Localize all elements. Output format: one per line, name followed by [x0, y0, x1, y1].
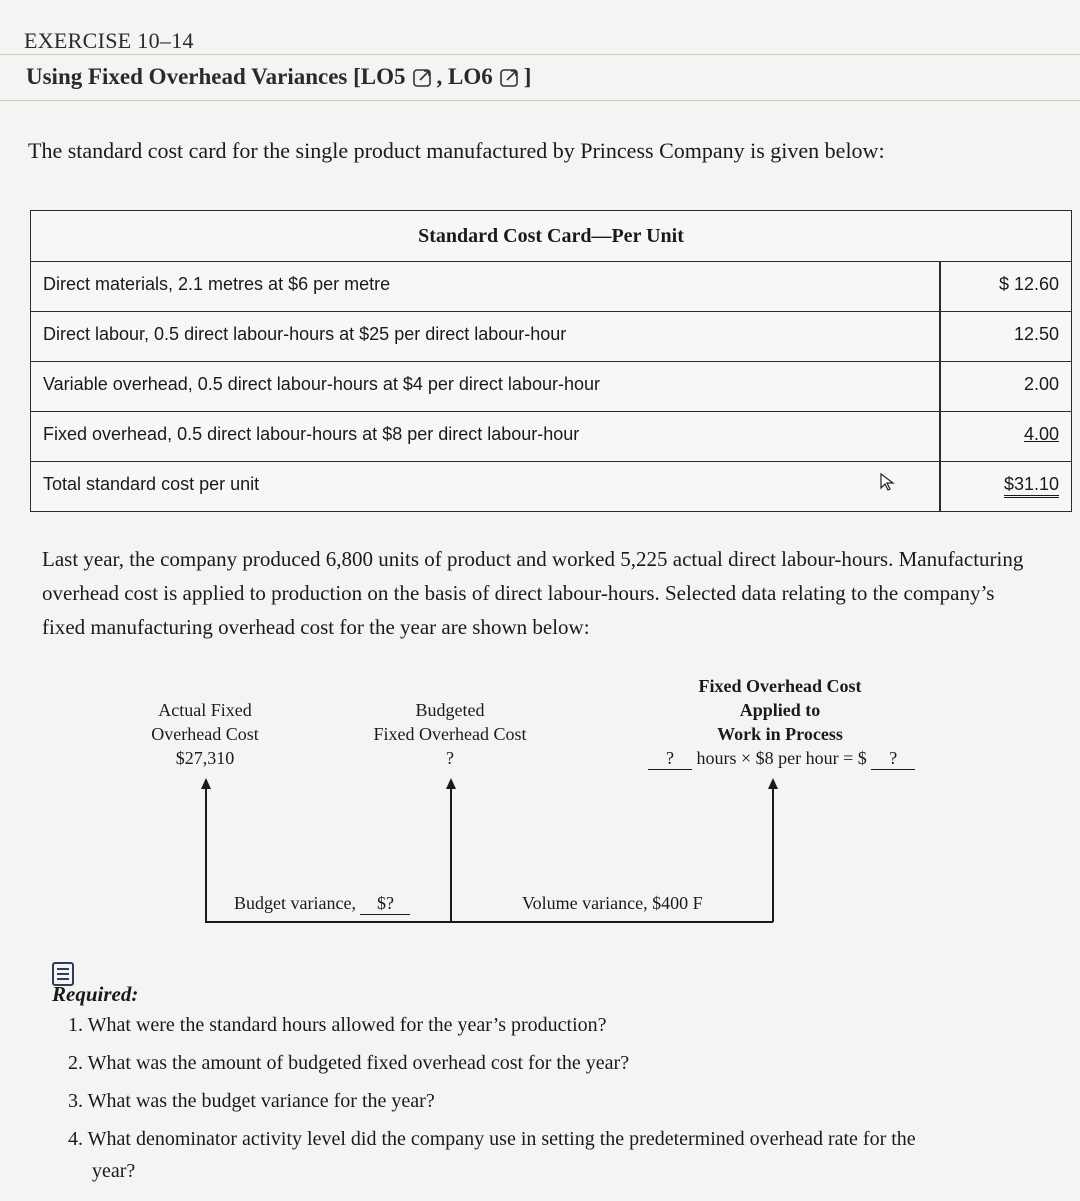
table-row — [31, 261, 1071, 311]
row-label: Direct labour, 0.5 direct labour-hours at $25 per direct labour-hour — [43, 324, 567, 344]
row-label: Direct materials, 2.1 metres at $6 per metre — [43, 274, 391, 294]
mouse-cursor-icon — [878, 472, 898, 492]
title-main: Using Fixed Overhead Variances [LO5 — [26, 64, 406, 89]
table-row — [31, 361, 1071, 411]
applied-line3: Work in Process — [717, 724, 843, 744]
intro-text: The standard cost card for the single product manufactured by Princess Company is given below: — [28, 138, 885, 163]
row-label: Total standard cost per unit — [43, 474, 260, 494]
connector-line — [205, 788, 207, 922]
question-item-continued: year? — [92, 1160, 136, 1182]
actual-line1: Actual Fixed — [158, 700, 252, 720]
header-divider — [0, 54, 1080, 55]
formula-text: hours × $8 per hour = $ — [696, 748, 867, 768]
exercise-label: EXERCISE 10–14 — [24, 28, 194, 53]
title-divider — [0, 100, 1080, 101]
actual-value: $27,310 — [175, 748, 235, 768]
row-amount: $31.10 — [1004, 474, 1059, 498]
question-item: 1. What were the standard hours allowed for the year’s production? — [68, 1014, 607, 1036]
row-amount: 2.00 — [1023, 374, 1059, 394]
row-amount: 4.00 — [1023, 424, 1059, 444]
cost-card-heading: Standard Cost Card—Per Unit — [418, 225, 684, 247]
connector-line — [772, 788, 774, 922]
budgeted-value: ? — [446, 748, 454, 768]
standard-cost-card — [30, 210, 1072, 512]
actual-line2: Overhead Cost — [151, 724, 259, 744]
title-end: ] — [523, 64, 532, 89]
table-row — [31, 411, 1071, 461]
required-title: Required: — [52, 982, 139, 1006]
row-label: Fixed overhead, 0.5 direct labour-hours at $8 per direct labour-hour — [43, 424, 580, 444]
budget-variance — [234, 893, 410, 915]
problem-paragraph: Last year, the company produced 6,800 units of product and worked 5,225 actual direct labour-hours. Manufacturing overhead cost is applied to production on the basis of direct labour-hours. Selected data relating to the company’s fixed manufacturing overhead cost for the year are shown below: — [42, 547, 1024, 639]
amount-blank: ? — [871, 748, 915, 770]
applied-formula — [648, 748, 915, 770]
applied-line1: Fixed Overhead Cost — [698, 676, 862, 696]
external-link-icon[interactable] — [499, 66, 521, 88]
applied-line2: Applied to — [739, 700, 821, 720]
budget-variance-label: Budget variance, — [234, 893, 356, 913]
connector-line — [450, 788, 452, 922]
table-row-total — [31, 461, 1071, 511]
volume-variance: Volume variance, $400 F — [522, 893, 703, 913]
question-item: 4. What denominator activity level did the company use in setting the predetermined overhead rate for the — [68, 1128, 916, 1150]
budgeted-line2: Fixed Overhead Cost — [373, 724, 527, 744]
budgeted-fixed-overhead — [340, 698, 560, 770]
applied-fixed-overhead — [640, 674, 920, 746]
table-row — [31, 311, 1071, 361]
actual-fixed-overhead — [110, 698, 300, 770]
row-amount: $ 12.60 — [998, 274, 1059, 294]
external-link-icon[interactable] — [412, 66, 434, 88]
question-item: 3. What was the budget variance for the year? — [68, 1090, 435, 1112]
connector-baseline — [205, 921, 773, 923]
budgeted-line1: Budgeted — [415, 700, 485, 720]
row-label: Variable overhead, 0.5 direct labour-hours at $4 per direct labour-hour — [43, 374, 600, 394]
budget-variance-value: $? — [360, 893, 410, 915]
row-amount: 12.50 — [1013, 324, 1059, 344]
title-sep: , LO6 — [436, 64, 493, 89]
hours-blank: ? — [648, 748, 692, 770]
question-item: 2. What was the amount of budgeted fixed overhead cost for the year? — [68, 1052, 630, 1074]
exercise-title — [26, 64, 531, 90]
